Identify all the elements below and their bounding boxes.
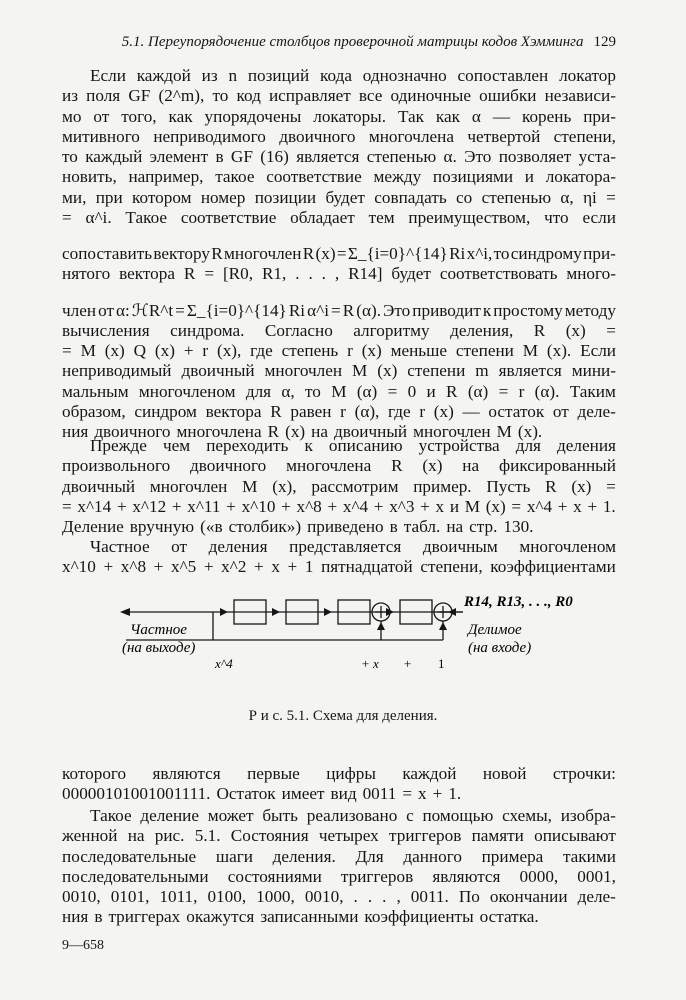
input-label-1: Делимое	[468, 622, 522, 638]
tap-x-label: + x	[361, 656, 379, 671]
paragraph-5	[62, 806, 616, 928]
text-line: ми, при котором номер позиции будет совпадать со степенью α, ηi =	[62, 187, 616, 207]
text-line: = α^i. Такое соответствие обладает тем преимуществом, что если	[62, 208, 616, 228]
text-line: последовательные шаги деления. Для данного примера такими	[62, 846, 616, 866]
text-line: мальным многочленом для α, то M (α) = 0 и R (α) = r (α). Таким	[62, 381, 616, 401]
text-line: 0010, 0101, 1011, 0100, 1000, 0010, . . . , 0011. По окончании деле-	[62, 887, 616, 907]
text-line: вычисления синдрома. Согласно алгоритму деления, R (x) =	[62, 320, 616, 340]
text-line: новить, например, такое соответствие между позициями и локатора-	[62, 167, 616, 187]
page-number: 129	[593, 34, 616, 50]
text-line: Если каждой из n позиций кода однозначно сопоставлен локатор	[90, 66, 616, 85]
text-line: то каждый элемент в GF (16) является степенью α. Это позволяет уста-	[62, 147, 616, 167]
text-line: неприводимый двоичный многочлен M (x) степени m является мини-	[62, 361, 616, 381]
paragraph-1	[62, 66, 616, 442]
text-line: член от α: ℋR^t = Σ_{i=0}^{14} Ri α^i = R (α). Это приводит к простому методу	[62, 300, 616, 320]
output-label-2: (на выходе)	[122, 640, 196, 656]
text-line: последовательными состояниями триггеров являются 0000, 0001,	[62, 866, 616, 886]
output-arrow	[120, 608, 130, 616]
printer-signature: 9—658	[62, 938, 104, 953]
text-line: образом, синдром вектора R равен r (α), где r (x) — остаток от деле-	[62, 401, 616, 421]
text-line: = x^14 + x^12 + x^11 + x^10 + x^8 + x^4 + x^3 + x и M (x) = x^4 + x + 1.	[62, 496, 616, 516]
paragraph-3	[62, 537, 616, 578]
text-line: двоичный многочлен M (x), рассмотрим пример. Пусть R (x) =	[62, 476, 616, 496]
text-line: x^10 + x^8 + x^5 + x^2 + x + 1 пятнадцатой степени, коэффициентами	[62, 557, 616, 577]
input-label-2: (на входе)	[468, 640, 532, 656]
header-title: 5.1. Переупорядочение столбцов проверочной матрицы кодов Хэмминга	[121, 34, 584, 50]
output-label-1: Частное	[130, 622, 187, 638]
text-line: женной на рис. 5.1. Состояния четырех триггеров памяти описывают	[62, 826, 616, 846]
text-line: ния в триггерах окажутся записанными коэффициенты остатка.	[62, 907, 539, 927]
text-line: нятого вектора R = [R0, R1, . . . , R14] будет соответствовать много-	[62, 264, 616, 284]
tap-x4-label: x^4	[215, 656, 233, 671]
text-line: из поля GF (2^m), то код исправляет все одиночные ошибки независи-	[62, 86, 616, 106]
text-line: ния двоичного многочлена R (x) на двоичный многочлен M (x).	[62, 422, 543, 442]
text-line: Такое деление может быть реализовано с помощью схемы, изобра-	[90, 806, 616, 825]
text-line: = M (x) Q (x) + r (x), где степень r (x) меньше степени M (x). Если	[62, 340, 616, 360]
paragraph-2	[62, 436, 616, 537]
text-line: мо от того, как упорядочены локаторы. Так как α — корень пpи-	[62, 106, 616, 126]
text-line: Прежде чем переходить к описанию устройства для деления	[90, 436, 616, 455]
text-line: которого являются первые цифры каждой новой строчки:	[62, 764, 616, 783]
input-sequence-label: R14, R13, . . ., R0	[464, 594, 573, 610]
text-line: Частное от деления представляется двоичным многочленом	[90, 537, 616, 556]
text-line: митивного неприводимого двоичного многочлена четвертой степени,	[62, 126, 616, 146]
division-circuit-diagram	[118, 590, 578, 690]
running-header	[60, 34, 616, 51]
tap-plus-label: +	[404, 656, 412, 671]
text-line: произвольного двоичного многочлена R (x) на фиксированный	[62, 456, 616, 476]
text-line: 00000101001001111. Остаток имеет вид 0011 = x + 1.	[62, 784, 462, 804]
text-line: Деление вручную («в столбик») приведено в табл. на стр. 130.	[62, 517, 534, 537]
figure-caption: Р и с. 5.1. Схема для деления.	[248, 708, 438, 724]
paragraph-4	[62, 764, 616, 805]
text-line: сопоставить вектору R многочлен R (x) = Σ_{i=0}^{14} Ri x^i, то синдрому при-	[62, 244, 616, 264]
tap-1-label: 1	[438, 656, 445, 671]
